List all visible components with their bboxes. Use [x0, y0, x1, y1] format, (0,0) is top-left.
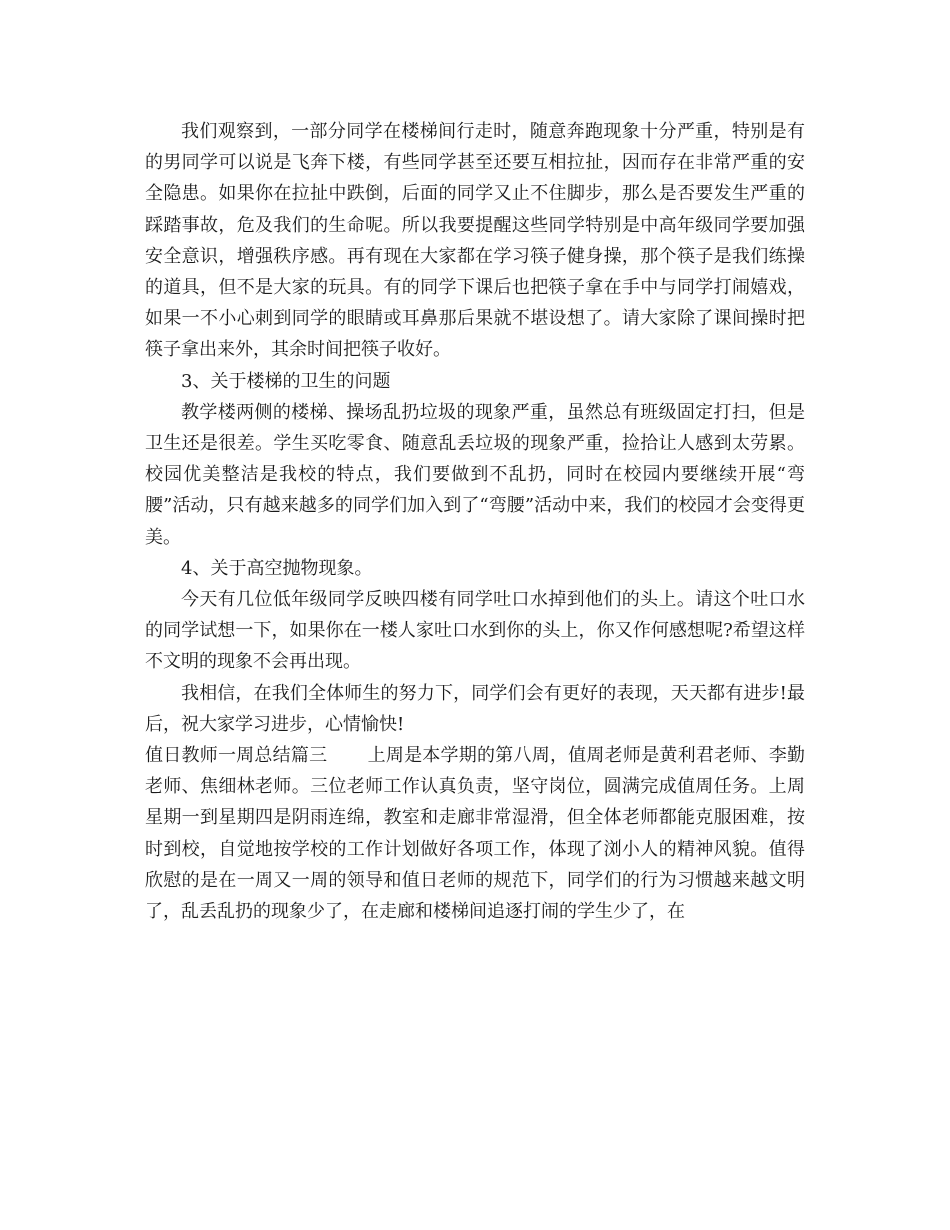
- paragraph-section-three: [145, 740, 805, 927]
- paragraph-safety: 我们观察到，一部分同学在楼梯间行走时，随意奔跑现象十分严重，特别是有的男同学可以说是飞奔下楼，有些同学甚至还要互相拉扯，因而存在非常严重的安全隐患。如果你在拉扯中跌倒，后面的同学又止不住脚步，那么是否要发生严重的踩踏事故，危及我们的生命呢。所以我要提醒这些同学特别是中高年级同学要加强安全意识，增强秩序感。再有现在大家都在学习筷子健身操，那个筷子是我们练操的道具，但不是大家的玩具。有的同学下课后也把筷子拿在手中与同学打闹嬉戏，如果一不小心刺到同学的眼睛或耳鼻那后果就不堪设想了。请大家除了课间操时把筷子拿出来外，其余时间把筷子收好。: [145, 121, 805, 361]
- heading-stair-hygiene: 3、关于楼梯的卫生的问题: [181, 370, 391, 392]
- paragraph-hygiene: 教学楼两侧的楼梯、操场乱扔垃圾的现象严重，虽然总有班级固定打扫，但是卫生还是很差。学生买吃零食、随意乱丢垃圾的现象严重，捡拾让人感到太劳累。校园优美整洁是我校的特点，我们要做到不乱扔，同时在校园内要继续开展“弯腰”活动，只有越来越多的同学们加入到了“弯腰”活动中来，我们的校园才会变得更美。: [145, 401, 805, 548]
- document-body: [145, 116, 805, 927]
- section-three-body: 上周是本学期的第八周，值周老师是黄利君老师、李勤老师、焦细林老师。三位老师工作认真负责，坚守岗位，圆满完成值周任务。上周星期一到星期四是阴雨连绵，教室和走廊非常湿滑，但全体老师都能克服困难，按时到校，自觉地按学校的工作计划做好各项工作，体现了浏小人的精神风貌。值得欣慰的是在一周又一周的领导和值日老师的规范下，同学们的行为习惯越来越文明了，乱丢乱扔的现象少了，在走廊和楼梯间追逐打闹的学生少了，在: [145, 745, 806, 923]
- paragraph-closing: 我相信，在我们全体师生的努力下，同学们会有更好的表现，天天都有进步!最后，祝大家学习进步，心情愉快!: [145, 682, 805, 735]
- heading-high-throwing: 4、关于高空抛物现象。: [181, 557, 373, 579]
- section-title: 值日教师一周总结篇三: [145, 745, 328, 767]
- paragraph-high-throwing: 今天有几位低年级同学反映四楼有同学吐口水掉到他们的头上。请这个吐口水的同学试想一下，如果你在一楼人家吐口水到你的头上，你又作何感想呢?希望这样不文明的现象不会再出现。: [145, 589, 805, 673]
